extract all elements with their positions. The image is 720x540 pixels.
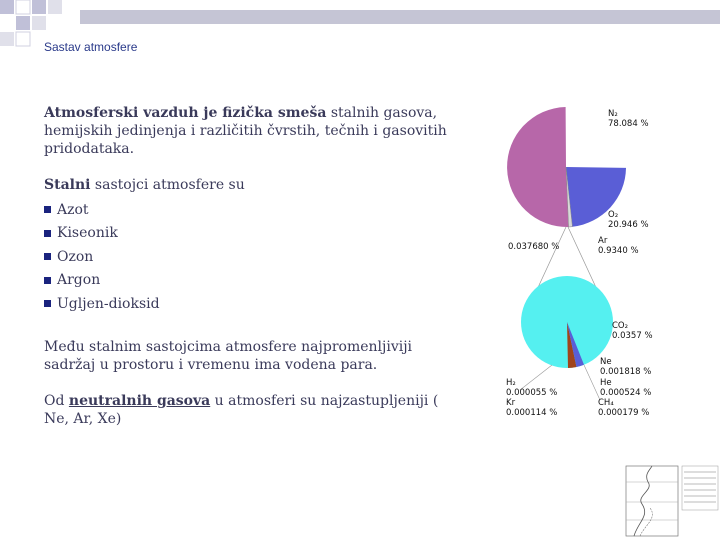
list-item: Kiseonik	[44, 222, 464, 246]
stalni-rest: sastojci atmosfere su	[90, 177, 245, 193]
label-ch4: CH₄ 0.000179 %	[598, 398, 650, 418]
label-kr: Kr 0.000114 %	[506, 398, 558, 418]
list-item: Ugljen-dioksid	[44, 292, 464, 316]
label-rest: 0.037680 %	[508, 242, 560, 252]
list-item: Argon	[44, 269, 464, 293]
list-item: Ozon	[44, 245, 464, 269]
slide-subtitle: Sastav atmosfere	[44, 40, 138, 54]
label-h2: H₂ 0.000055 %	[506, 378, 558, 398]
pie-slice-n2	[507, 107, 569, 227]
label-he: He 0.000524 %	[600, 378, 652, 398]
label-leader	[584, 365, 600, 400]
label-o2: O₂ 20.946 %	[608, 210, 649, 230]
label-ar: Ar 0.9340 %	[598, 236, 639, 256]
atmosphere-profile-graph	[620, 462, 720, 540]
neutralni-paragraph: Od neutralnih gasova u atmosferi su najzastupljeniji ( Ne, Ar, Xe)	[44, 392, 439, 427]
label-n2: N₂ 78.084 %	[608, 109, 649, 129]
stalni-bold: Stalni	[44, 177, 91, 193]
label-ne: Ne 0.001818 %	[600, 357, 652, 377]
vodena-para-paragraph: Među stalnim sastojcima atmosfere najpromenljiviji sadržaj u prostoru i vremenu ima vodena para.	[44, 338, 413, 373]
intro-rest: stalnih gasova, hemijskih jedinjenja i različitih čvrstih, tečnih i gasovitih pridodataka.	[44, 105, 447, 157]
intro-bold: Atmosferski vazduh je fizička smeša	[44, 105, 327, 121]
list-item: Azot	[44, 198, 464, 222]
neutralni-bold: neutralnih gasova	[68, 392, 211, 409]
label-co2: CO₂ 0.0357 %	[612, 321, 653, 341]
